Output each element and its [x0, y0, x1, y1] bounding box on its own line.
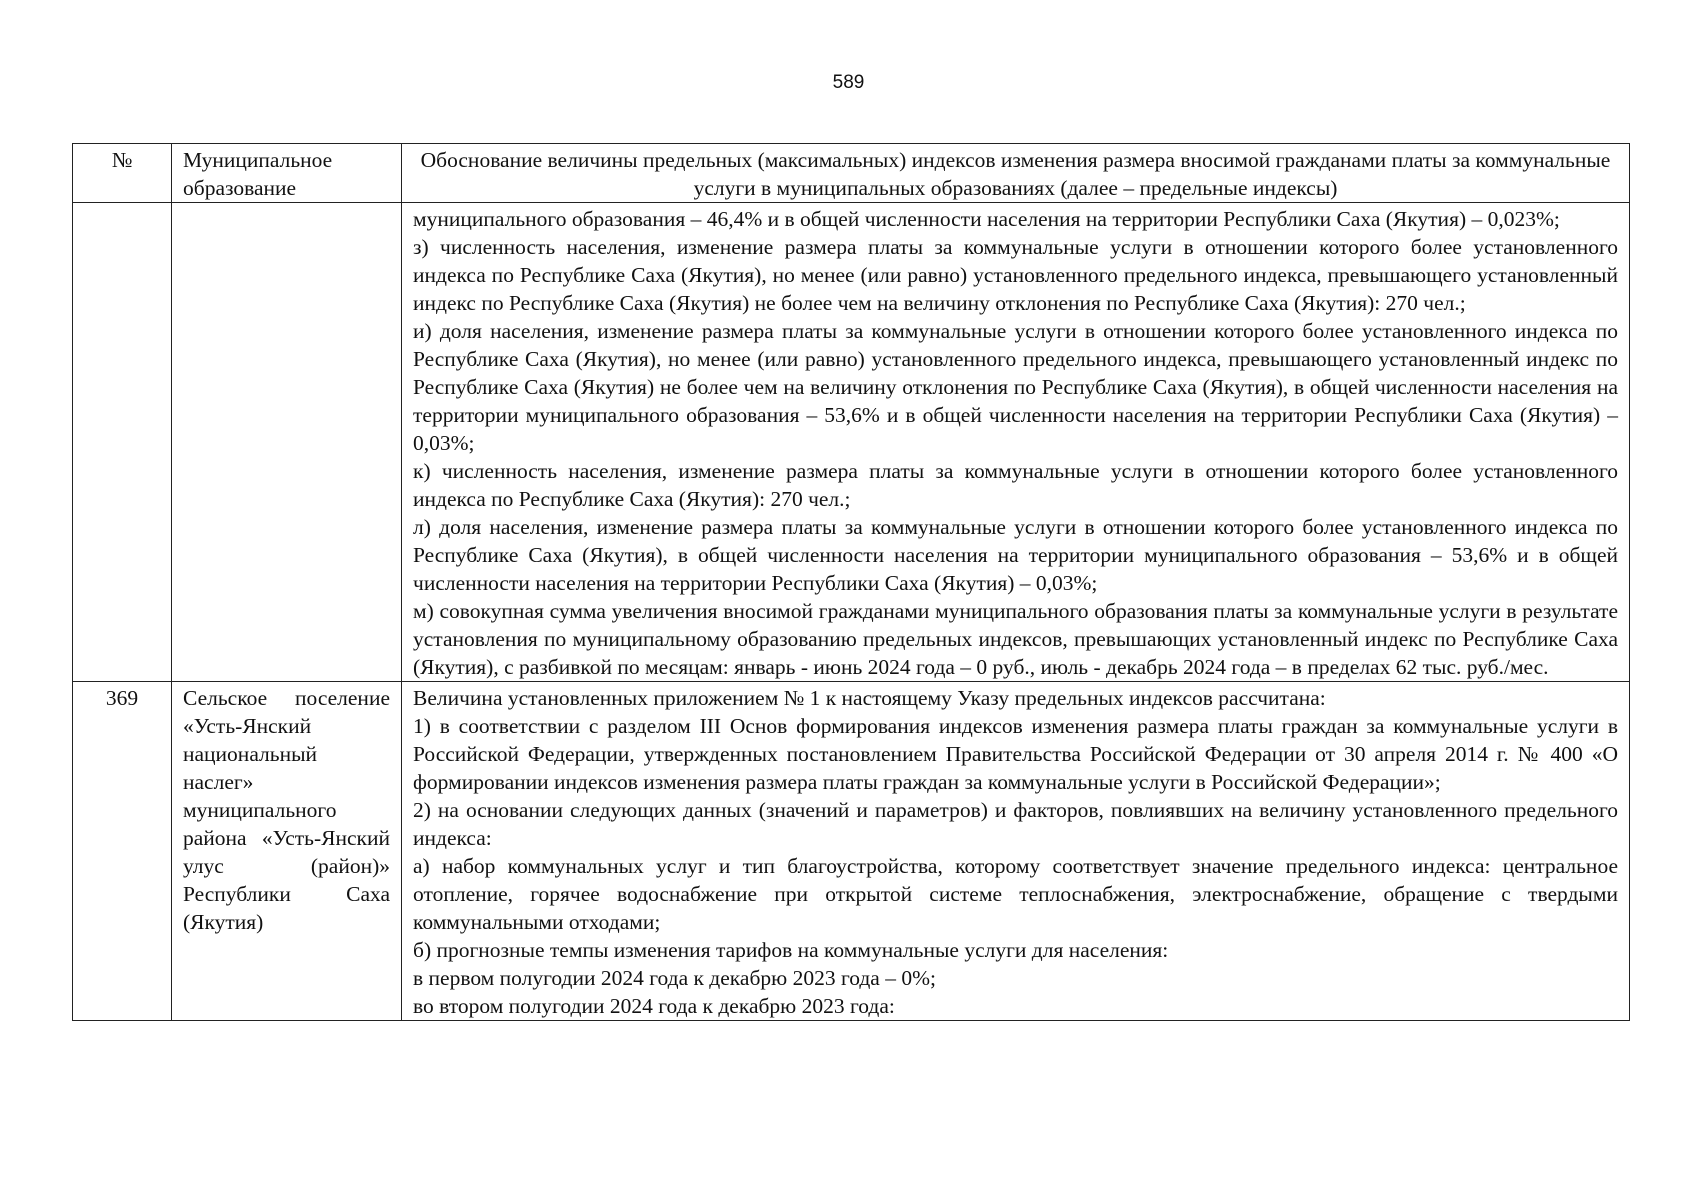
- page-number: 589: [832, 72, 865, 93]
- justification-cell: [402, 682, 1630, 1021]
- header-justification: Обоснование величины предельных (максимальных) индексов изменения размера вносимой гражданами платы за коммунальные услуги в муниципальных образованиях (далее – предельные индексы): [402, 144, 1630, 203]
- municipality-cell: Сельское поселение «Усть-Янский национальный наслег» муниципального района «Усть-Янский улус (район)» Республики Саха (Якутия): [172, 682, 402, 1021]
- table-body: [73, 203, 1630, 1021]
- justification-paragraph: м) совокупная сумма увеличения вносимой гражданами муниципального образования платы за коммунальные услуги в результате установления по муниципальному образованию предельных индексов, превышающих установленный индекс по Республике Саха (Якутия), с разбивкой по месяцам: январь - июнь 2024 года – 0 руб., июль - декабрь 2024 года – в пределах 62 тыс. руб./мес.: [413, 599, 1618, 679]
- header-num: №: [73, 144, 172, 203]
- justification-paragraph: Величина установленных приложением № 1 к настоящему Указу предельных индексов рассчитана:: [413, 686, 1326, 710]
- justification-paragraph: а) набор коммунальных услуг и тип благоустройства, которому соответствует значение предельного индекса: центральное отопление, горячее водоснабжение при открытой системе теплоснабжения, электроснабжение, обращение с твердыми коммунальными отходами;: [413, 854, 1618, 934]
- justification-paragraph: к) численность населения, изменение размера платы за коммунальные услуги в отношении которого более установленного индекса по Республике Саха (Якутия): 270 чел.;: [413, 459, 1618, 511]
- justification-paragraph: муниципального образования – 46,4% и в общей численности населения на территории Республики Саха (Якутия) – 0,023%;: [413, 207, 1560, 231]
- justification-cell: [402, 203, 1630, 682]
- justification-paragraph: 2) на основании следующих данных (значений и параметров) и факторов, повлиявших на величину установленного предельного индекса:: [413, 798, 1618, 850]
- row-number-cell: 369: [73, 682, 172, 1021]
- table-row: [73, 682, 1630, 1021]
- justification-table: [72, 143, 1630, 1021]
- table-row: [73, 203, 1630, 682]
- justification-paragraph: и) доля населения, изменение размера платы за коммунальные услуги в отношении которого более установленного индекса по Республике Саха (Якутия), но менее (или равно) установленного предельного индекса, превышающего установленный индекс по Республике Саха (Якутия) не более чем на величину отклонения по Республике Саха (Якутия), в общей численности населения на территории муниципального образования – 53,6% и в общей численности населения на территории Республики Саха (Якутия) – 0,03%;: [413, 319, 1618, 455]
- justification-paragraph: 1) в соответствии с разделом III Основ формирования индексов изменения размера платы граждан за коммунальные услуги в Российской Федерации, утвержденных постановлением Правительства Российской Федерации от 30 апреля 2014 г. № 400 «О формировании индексов изменения размера платы граждан за коммунальные услуги в Российской Федерации»;: [413, 714, 1618, 794]
- justification-paragraph: л) доля населения, изменение размера платы за коммунальные услуги в отношении которого более установленного индекса по Республике Саха (Якутия), в общей численности населения на территории муниципального образования – 53,6% и в общей численности населения на территории Республики Саха (Якутия) – 0,03%;: [413, 515, 1618, 595]
- justification-paragraph: з) численность населения, изменение размера платы за коммунальные услуги в отношении которого более установленного индекса по Республике Саха (Якутия), но менее (или равно) установленного предельного индекса, превышающего установленный индекс по Республике Саха (Якутия) не более чем на величину отклонения по Республике Саха (Якутия): 270 чел.;: [413, 235, 1618, 315]
- header-municipality: Муниципальное образование: [172, 144, 402, 203]
- justification-paragraph: б) прогнозные темпы изменения тарифов на коммунальные услуги для населения:: [413, 938, 1169, 962]
- row-number-cell: [73, 203, 172, 682]
- municipality-cell: [172, 203, 402, 682]
- justification-paragraph: в первом полугодии 2024 года к декабрю 2023 года – 0%;: [413, 966, 936, 990]
- header-row: [73, 144, 1630, 203]
- table-header: [73, 144, 1630, 203]
- justification-paragraph: во втором полугодии 2024 года к декабрю 2023 года:: [413, 994, 895, 1018]
